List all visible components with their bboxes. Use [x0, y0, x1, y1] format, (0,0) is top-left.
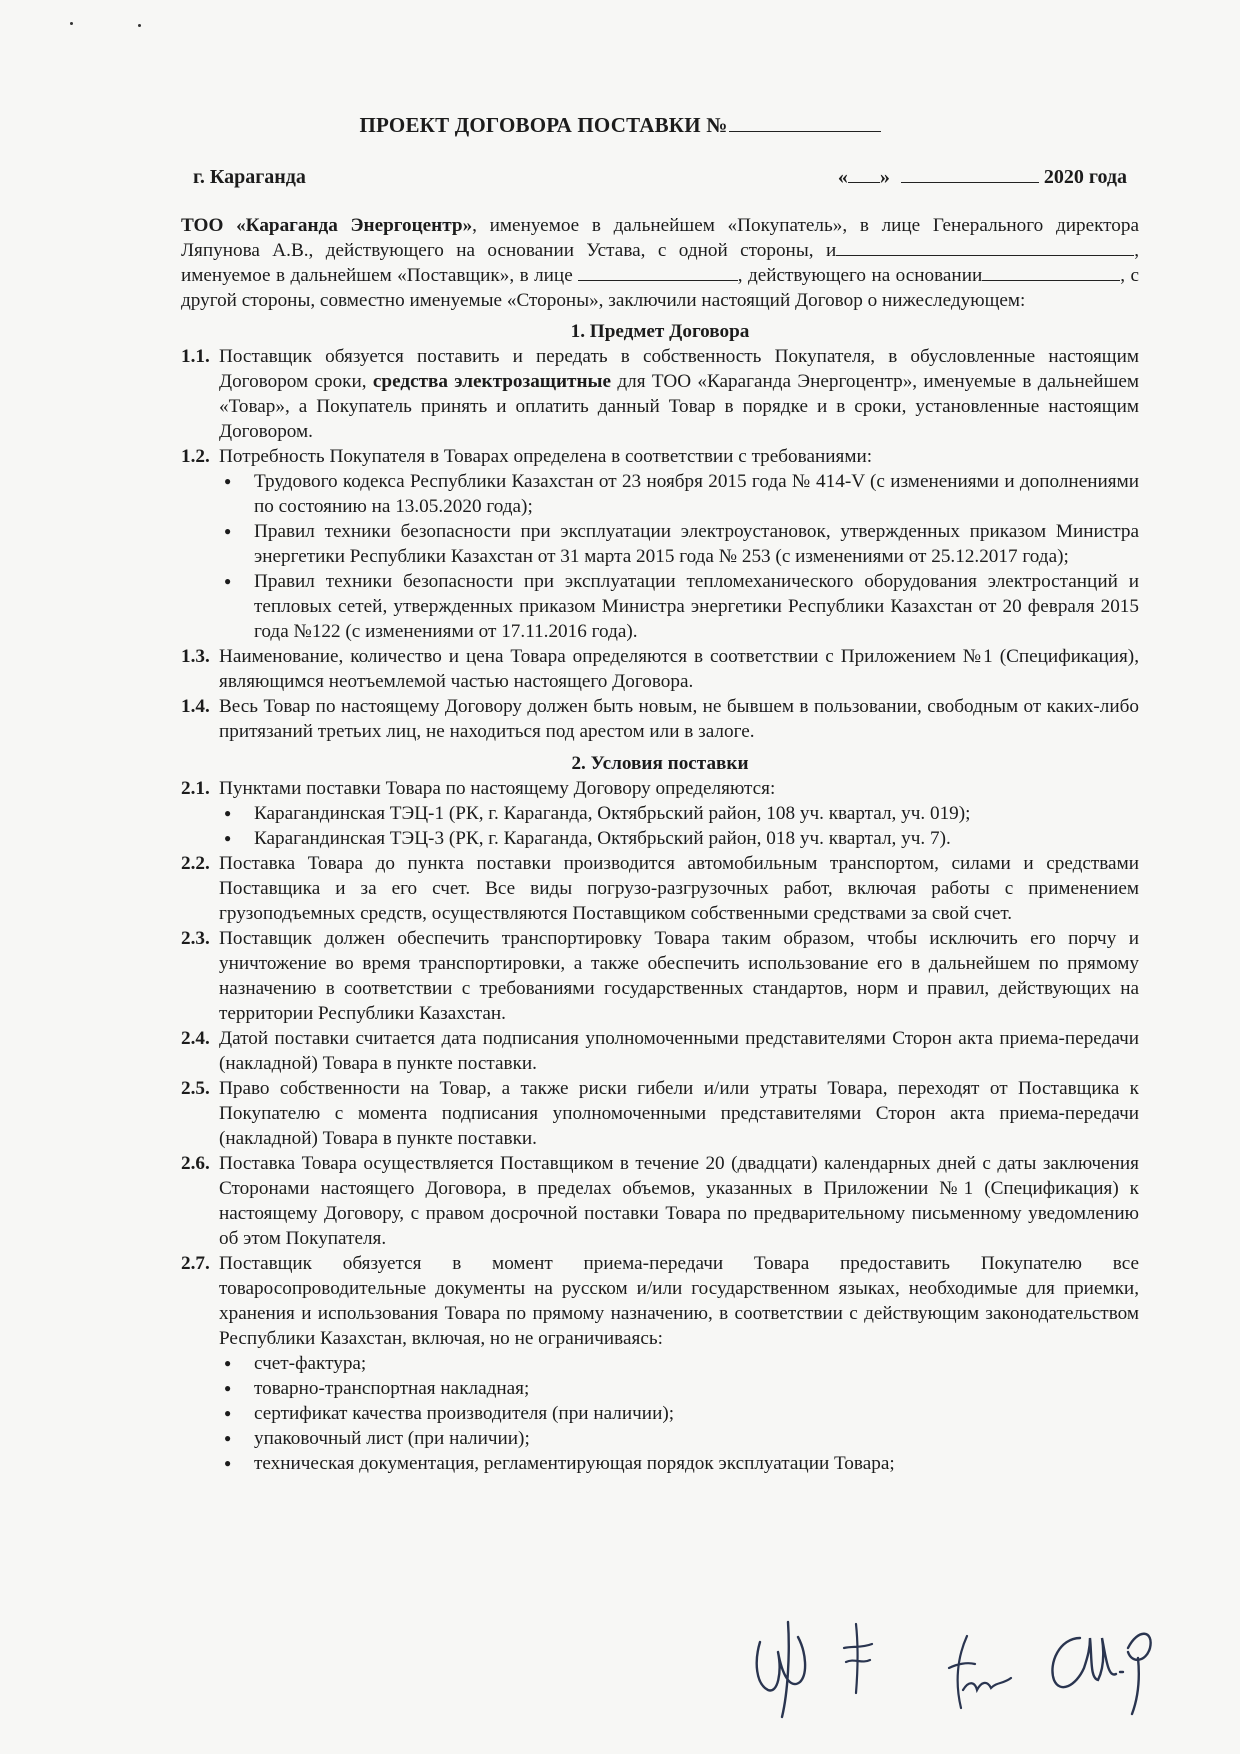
preamble-text: и — [825, 240, 837, 261]
city: г. Караганда — [193, 166, 306, 188]
day-blank — [848, 166, 880, 183]
clause-number: 2.7. — [181, 1253, 210, 1274]
clause-text: Поставщик должен обеспечить транспортировку Товара таким образом, чтобы исключить его порчу и уничтожение во время транспортировки, а также обеспечить использование его в дальнейшем по прямому назначению в соответствии с требованиями государственных стандартов, норм и правил, действующих на территории Республики Казахстан. — [219, 928, 1139, 1024]
bullet-icon: ● — [224, 524, 232, 538]
date-year: 2020 года — [1043, 166, 1127, 188]
clause-text: Весь Товар по настоящему Договору должен быть новым, не бывшем в пользовании, свободным от каких-либо притязаний третьих лиц, не находиться под арестом или в залоге. — [219, 696, 1139, 742]
clause-number: 1.2. — [181, 446, 210, 467]
bullet-icon: ● — [224, 1431, 232, 1445]
bullet-icon: ● — [224, 474, 232, 488]
contract-number-blank — [729, 113, 881, 132]
list-item-text: Правил техники безопасности при эксплуатации электроустановок, утвержденных приказом Министра энергетики Республики Казахстан от 31 марта 2015 года № 253 (с изменениями от 25.12.2017 года); — [254, 521, 1139, 567]
clause-text: Наименование, количество и цена Товара определяются в соответствии с Приложением №1 (Спецификация), являющимся неотъемлемой частью настоящего Договора. — [219, 646, 1139, 692]
clause-number: 2.5. — [181, 1078, 210, 1099]
list-item-text: Трудового кодекса Республики Казахстан от 23 ноября 2015 года № 414-V (с изменениями и дополнениями по состоянию на 13.05.2020 года); — [254, 471, 1139, 517]
clause-2-1 — [181, 776, 1139, 801]
list-item — [219, 1451, 1139, 1476]
bullet-icon: ● — [224, 1406, 232, 1420]
list-item — [219, 1376, 1139, 1401]
list-item — [219, 469, 1139, 519]
list-item — [219, 569, 1139, 644]
section-2-title: 2. Условия поставки — [571, 753, 749, 774]
clause-number: 2.6. — [181, 1153, 210, 1174]
list-item-text: упаковочный лист (при наличии); — [254, 1428, 530, 1449]
clause-2-2 — [181, 851, 1139, 926]
list-item-text: сертификат качества производителя (при наличии); — [254, 1403, 675, 1424]
date-quote-open: « — [837, 166, 848, 188]
contract-body — [181, 213, 1139, 1476]
clause-number: 1.4. — [181, 696, 210, 717]
list-item — [219, 1426, 1139, 1451]
preamble-text: , — [737, 265, 743, 286]
clause-number: 2.1. — [181, 778, 210, 799]
clause-2-6 — [181, 1151, 1139, 1251]
clause-text: Поставщик обязуется в момент приема-передачи Товара предоставить Покупателю все товаросопроводительные документы на русском и/или государственном языках, необходимые для приемки, хранения и использования Товара по прямому назначению, в соответствии с действующим законодательством Республики Казахстан, включая, но не ограничиваясь: — [219, 1253, 1139, 1349]
clause-text-part: Поставщик обязуется поставить и передать в собственность Покупателя, в обусловленные настоящим Договором сроки, — [219, 346, 1139, 392]
clause-2-5 — [181, 1076, 1139, 1151]
requirements-list — [181, 469, 1139, 644]
preamble-text: действующего на основании — [747, 265, 983, 286]
clause-text: Пунктами поставки Товара по настоящему Договору определяются: — [219, 778, 776, 799]
clause-1-1 — [181, 344, 1139, 444]
bullet-icon: ● — [224, 1456, 232, 1470]
clause-number: 2.2. — [181, 853, 210, 874]
bullet-icon: ● — [224, 1381, 232, 1395]
bullet-icon: ● — [224, 831, 232, 845]
handwritten-initials-2 — [838, 1618, 878, 1698]
bullet-icon: ● — [224, 1356, 232, 1370]
goods-name: средства электрозащитные — [372, 371, 612, 392]
clause-text: Право собственности на Товар, а также риски гибели и/или утраты Товара, переходят от Поставщика к Покупателю с момента подписания уполномоченными представителями Сторон акта приема-передачи (накладной) Товара в пункте поставки. — [219, 1078, 1139, 1149]
clause-1-4 — [181, 694, 1139, 744]
clause-text: Поставка Товара до пункта поставки производится автомобильным транспортом, силами и средствами Поставщика и за его счет. Все виды погрузо-разгрузочных работ, включая работы с применением грузоподъемных средств, осуществляются Поставщиком собственными средствами за свой счет. — [219, 853, 1139, 924]
month-blank — [901, 166, 1039, 183]
title-text: ПРОЕКТ ДОГОВОРА ПОСТАВКИ № — [359, 113, 728, 137]
date-quote-close: » — [879, 166, 890, 188]
handwritten-initials-3 — [945, 1628, 1015, 1718]
clause-2-7 — [181, 1251, 1139, 1351]
handwritten-initials-4 — [1040, 1608, 1160, 1718]
document-title — [0, 113, 1240, 138]
clause-text: Датой поставки считается дата подписания уполномоченными представителями Сторон акта приема-передачи (накладной) Товара в пункте поставки. — [219, 1028, 1139, 1074]
list-item-text: Карагандинская ТЭЦ-3 (РК, г. Караганда, Октябрьский район, 018 уч. квартал, уч. 7). — [254, 828, 951, 849]
scan-speck — [70, 22, 73, 25]
preamble-text: , именуемое в дальнейшем «Поставщик», в лице — [181, 240, 1140, 286]
clause-number: 2.4. — [181, 1028, 210, 1049]
bullet-icon: ● — [224, 806, 232, 820]
clause-2-3 — [181, 926, 1139, 1026]
list-item — [219, 519, 1139, 569]
preamble — [181, 213, 1139, 313]
supplier-rep-blank — [578, 264, 738, 281]
scan-speck — [138, 24, 141, 27]
list-item — [219, 801, 1139, 826]
clause-1-2 — [181, 444, 1139, 469]
handwritten-initials-1 — [748, 1612, 818, 1722]
delivery-points-list — [181, 801, 1139, 851]
preamble-text: , с другой стороны, совместно именуемые «Стороны», заключили настоящий Договор о нижеследующем: — [181, 265, 1139, 311]
clause-text-part: для ТОО «Караганда Энергоцентр», именуемые в дальнейшем «Товар», а Покупатель принять и оплатить данный Товар в порядке и в сроки, установленные настоящим Договором. — [219, 371, 1140, 442]
clause-text: Потребность Покупателя в Товарах определена в соответствии с требованиями: — [219, 446, 873, 467]
supplier-basis-blank — [982, 264, 1120, 281]
preamble-text: , именуемое в дальнейшем «Покупатель», в лице Генерального директора Ляпунова А.В., действующего на основании Устава, с одной стороны, — [181, 215, 1139, 261]
buyer-company: ТОО «Караганда Энергоцентр» — [181, 215, 473, 236]
clause-1-3 — [181, 644, 1139, 694]
supplier-name-blank — [836, 239, 1134, 256]
section-1-title: 1. Предмет Договора — [570, 321, 750, 342]
clause-number: 2.3. — [181, 928, 210, 949]
clause-text — [219, 344, 1139, 444]
list-item-text: Правил техники безопасности при эксплуатации тепломеханического оборудования электростанций и тепловых сетей, утвержденных приказом Министра энергетики Республики Казахстан от 20 февраля 2015 года №122 (с изменениями от 17.11.2016 года). — [254, 571, 1139, 642]
list-item-text: Карагандинская ТЭЦ-1 (РК, г. Караганда, Октябрьский район, 108 уч. квартал, уч. 019); — [254, 803, 971, 824]
list-item-text: товарно-транспортная накладная; — [254, 1378, 530, 1399]
list-item — [219, 1401, 1139, 1426]
list-item-text: счет-фактура; — [254, 1353, 367, 1374]
contract-date — [838, 166, 1127, 189]
list-item-text: техническая документация, регламентирующая порядок эксплуатации Товара; — [254, 1453, 895, 1474]
clause-text: Поставка Товара осуществляется Поставщиком в течение 20 (двадцати) календарных дней с даты заключения Сторонами настоящего Договора, в пределах объемов, указанных в Приложении №1 (Спецификация) к настоящему Договору, с правом досрочной поставки Товара по предварительному письменному уведомлению об этом Покупателя. — [219, 1153, 1139, 1249]
list-item — [219, 826, 1139, 851]
documents-list — [181, 1351, 1139, 1476]
list-item — [219, 1351, 1139, 1376]
bullet-icon: ● — [224, 574, 232, 588]
clause-number: 1.1. — [181, 346, 210, 367]
clause-number: 1.3. — [181, 646, 210, 667]
clause-2-4 — [181, 1026, 1139, 1076]
